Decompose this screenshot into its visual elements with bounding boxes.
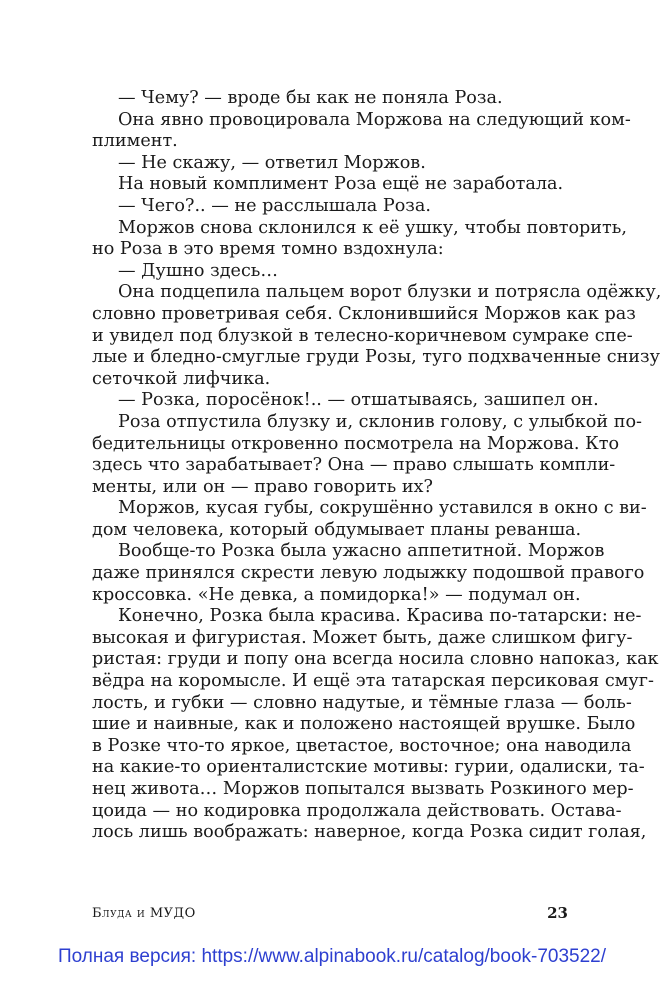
text-line: в Розке что-то яркое, цветастое, восточное; она наводила — [92, 735, 632, 756]
text-line: плимент. — [92, 131, 178, 152]
page-number: 23 — [547, 904, 568, 922]
text-line: — Розка, поросёнок!.. — отшатываясь, зашипел он. — [118, 390, 599, 411]
text-line: — Чему? — вроде бы как не поняла Роза. — [118, 88, 503, 108]
page-body-text — [92, 88, 662, 844]
text-line: дом человека, который обдумывает планы реванша. — [92, 519, 582, 540]
text-line: но Роза в это время томно вздохнула: — [92, 239, 444, 260]
running-footer-title: Блуда и МУДО — [92, 906, 196, 921]
text-line: Конечно, Розка была красива. Красива по-татарски: не- — [118, 606, 642, 627]
text-line: лось лишь воображать: наверное, когда Розка сидит голая, — [92, 822, 647, 843]
text-line: Она явно провоцировала Моржова на следующий ком- — [118, 109, 631, 130]
text-line: цоида — но кодировка продолжала действовать. Остава- — [92, 800, 622, 821]
text-line: высокая и фигуристая. Может быть, даже слишком фигу- — [92, 627, 633, 648]
text-line: Роза отпустила блузку и, склонив голову, с улыбкой по- — [118, 411, 642, 432]
text-line: словно проветривая себя. Склонившийся Моржов как раз — [92, 303, 636, 324]
text-line: — Душно здесь… — [118, 260, 278, 281]
text-line: Вообще-то Розка была ужасно аппетитной. Моржов — [118, 541, 605, 562]
text-line: здесь что зарабатывает? Она — право слышать компли- — [92, 455, 616, 476]
text-line: менты, или он — право говорить их? — [92, 476, 433, 497]
text-line: лые и бледно-смуглые груди Розы, туго подхваченные снизу — [92, 347, 660, 368]
text-line: На новый комплимент Роза ещё не заработала. — [118, 174, 564, 195]
text-line: и увидел под блузкой в телесно-коричневом сумраке спе- — [92, 325, 633, 346]
full-version-link[interactable]: Полная версия: https://www.alpinabook.ru/catalog/book-703522/ — [57, 946, 607, 967]
text-line: — Не скажу, — ответил Моржов. — [118, 152, 426, 173]
text-line: Моржов, кусая губы, сокрушённо уставился в окно с ви- — [118, 498, 647, 519]
text-line: Моржов снова склонился к её ушку, чтобы повторить, — [118, 217, 627, 238]
text-line: сеточкой лифчика. — [92, 368, 271, 389]
text-line: кроссовка. «Не девка, а помидорка!» — подумал он. — [92, 584, 581, 605]
text-line: вёдра на коромысле. И ещё эта татарская персиковая смуг- — [92, 671, 654, 692]
text-line: — Чего?.. — не расслышала Роза. — [118, 195, 431, 216]
text-line: на какие-то ориенталистские мотивы: гурии, одалиски, та- — [92, 757, 645, 778]
text-line: Она подцепила пальцем ворот блузки и потрясла одёжку, — [118, 282, 662, 303]
text-line: даже принялся скрести левую лодыжку подошвой правого — [92, 563, 645, 584]
text-line: бедительницы откровенно посмотрела на Моржова. Кто — [92, 433, 620, 454]
text-line: лость, и губки — словно надутые, и тёмные глаза — боль- — [92, 692, 632, 713]
text-line: шие и наивные, как и положено настоящей врушке. Было — [92, 714, 636, 735]
text-line: ристая: груди и попу она всегда носила словно напоказ, как — [92, 649, 659, 670]
text-line: нец живота… Моржов попытался вызвать Розкиного мер- — [92, 779, 634, 799]
